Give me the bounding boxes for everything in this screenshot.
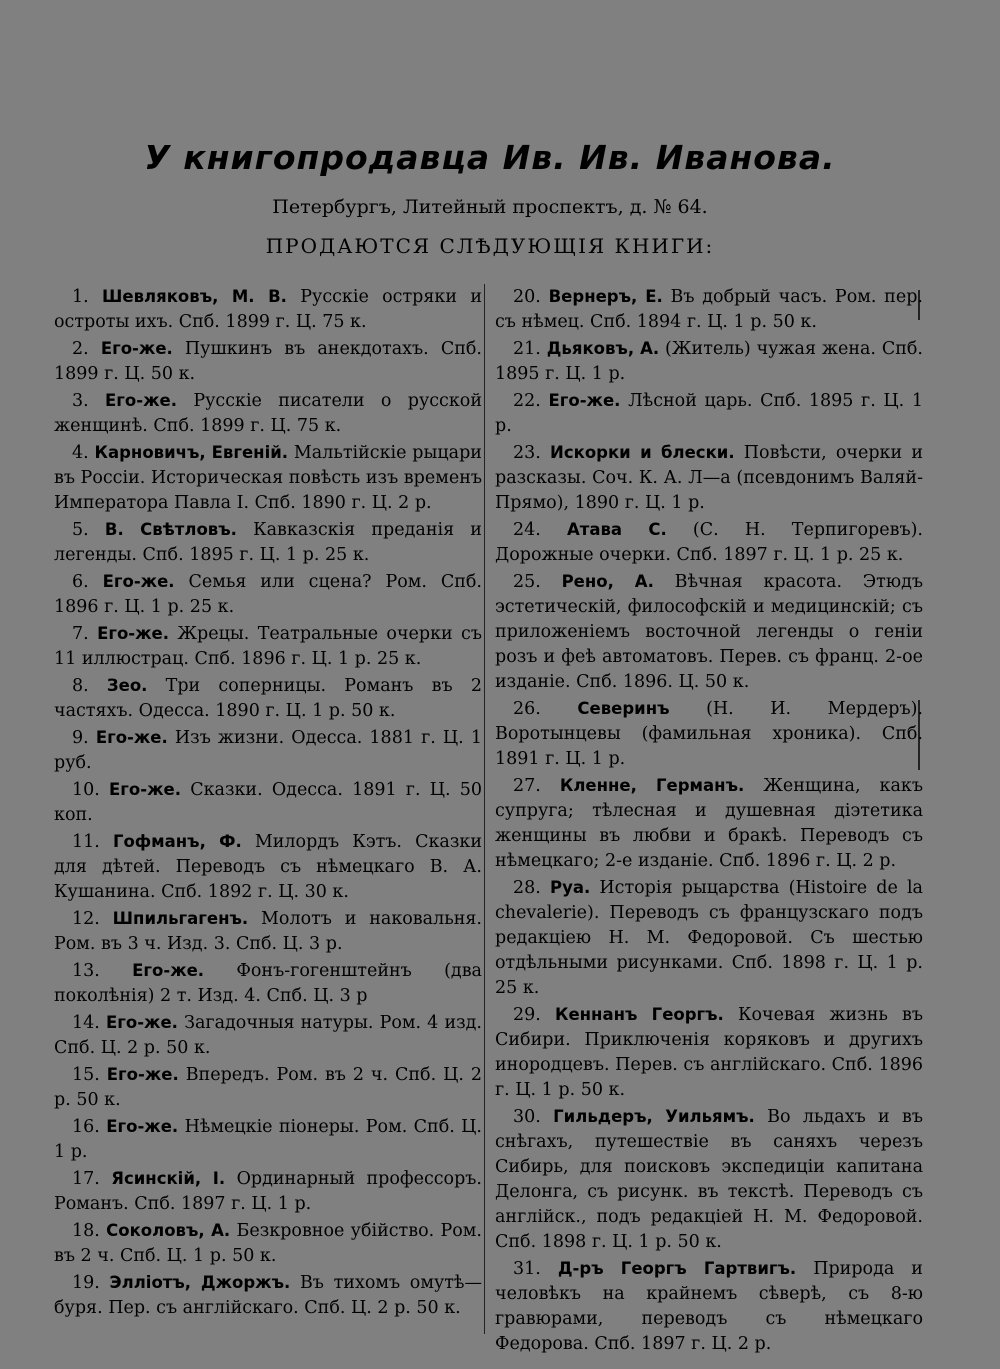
entry-number: 4. xyxy=(72,443,89,463)
entry-text: (Житель) чужая жена. Спб. 1895 г. Ц. 1 р. xyxy=(495,339,923,384)
entry-text: (С. Н. Терпигоревъ). Дорожные очерки. Спб. 1897 г. Ц. 1 р. 25 к. xyxy=(495,520,923,565)
list-item xyxy=(54,569,482,620)
entry-author: Атава С. xyxy=(567,520,667,539)
list-item xyxy=(495,440,923,516)
list-item xyxy=(495,388,923,439)
entry-number: 24. xyxy=(513,520,541,540)
entry-author: Д-ръ Георгъ Гартвигъ. xyxy=(557,1259,797,1278)
entry-number: 18. xyxy=(72,1221,100,1241)
entry-number: 9. xyxy=(72,728,89,748)
entry-number: 20. xyxy=(513,287,541,307)
entry-number: 7. xyxy=(72,624,89,644)
list-item xyxy=(54,1062,482,1113)
list-item xyxy=(54,725,482,776)
entry-text: Повѣсти, очерки и разсказы. Соч. К. А. Л—а (псевдонимъ Валяй-Прямо), 1890 г. Ц. 1 р. xyxy=(495,443,923,513)
entry-text: Мальтійскіе рыцари въ Россіи. Историческая повѣсть изъ временъ Императора Павла I. Спб. 1890 г. Ц. 2 р. xyxy=(54,443,482,513)
entry-text: Семья или сцена? Ром. Спб. 1896 г. Ц. 1 р. 25 к. xyxy=(54,572,482,617)
entry-text: Русскіе писатели о русской женщинѣ. Спб. 1899 г. Ц. 75 к. xyxy=(54,391,482,436)
entry-text: Милордъ Кэтъ. Сказки для дѣтей. Переводъ съ нѣмецкаго В. А. Кушанина. Спб. 1892 г. Ц. 30 к. xyxy=(54,832,482,902)
entry-number: 2. xyxy=(72,339,89,359)
entry-author: Его-же. xyxy=(106,1065,179,1084)
entry-number: 16. xyxy=(72,1117,100,1137)
entry-number: 15. xyxy=(72,1065,100,1085)
list-item xyxy=(495,1002,923,1103)
entry-author: Гильдеръ, Уильямъ. xyxy=(553,1107,755,1126)
list-item xyxy=(54,829,482,905)
list-item xyxy=(54,440,482,516)
list-item xyxy=(54,1166,482,1217)
entry-text: Въ тихомъ омутѣ—буря. Пер. съ англійскаго. Спб. Ц. 2 р. 50 к. xyxy=(54,1273,482,1318)
entry-author: Его-же. xyxy=(106,1117,179,1136)
list-item xyxy=(495,569,923,695)
entry-text: Женщина, какъ супруга; тѣлесная и душевная діэтетика женщины въ любви и бракѣ. Переводъ съ нѣмецкаго; 2-е изданіе. Спб. 1896 г. Ц. 2 р. xyxy=(495,776,923,871)
list-item xyxy=(54,621,482,672)
list-item xyxy=(54,388,482,439)
list-item xyxy=(54,1010,482,1061)
entry-text: Во льдахъ и въ снѣгахъ, путешествіе въ саняхъ черезъ Сибирь, для поисковъ экспедиціи капитана Делонга, съ рисунк. въ текстѣ. Переводъ съ англійск., подъ редакціей Н. М. Федоровой. Спб. 1898 г. Ц. 1 р. 50 к. xyxy=(495,1107,923,1252)
entry-number: 14. xyxy=(72,1013,100,1033)
entry-author: Его-же. xyxy=(95,728,168,747)
entry-number: 17. xyxy=(72,1169,100,1189)
list-item xyxy=(54,777,482,828)
entry-author: Ясинскій, І. xyxy=(111,1169,226,1188)
entry-number: 22. xyxy=(513,391,541,411)
entry-author: Его-же. xyxy=(97,624,170,643)
entry-number: 30. xyxy=(513,1107,541,1127)
entry-text: Природа и человѣкъ на крайнемъ сѣверѣ, съ 8-ю гравюрами, переводъ съ нѣмецкаго Федорова. Спб. 1897 г. Ц. 2 р. xyxy=(495,1259,923,1354)
entry-number: 23. xyxy=(513,443,541,463)
entry-text: Лѣсной царь. Спб. 1895 г. Ц. 1 р. xyxy=(495,391,923,436)
entry-author: Его-же. xyxy=(102,572,175,591)
entry-number: 6. xyxy=(72,572,89,592)
entry-number: 19. xyxy=(72,1273,100,1293)
entry-author: Кеннанъ Георгъ. xyxy=(554,1005,724,1024)
section-heading: ПРОДАЮТСЯ СЛѢДУЮЩІЯ КНИГИ: xyxy=(265,234,715,258)
list-item xyxy=(495,517,923,568)
entry-author: Его-же. xyxy=(100,339,173,358)
entry-author: Дьяковъ, А. xyxy=(546,339,660,358)
entry-text: Фонъ-гогенштейнъ (два поколѣнія) 2 т. Изд. 4. Спб. Ц. 3 р xyxy=(54,961,482,1006)
entry-author: Рено, А. xyxy=(561,572,654,591)
entry-number: 25. xyxy=(513,572,541,592)
entry-text: Жрецы. Театральные очерки съ 11 иллюстрац. Спб. 1896 г. Ц. 1 р. 25 к. xyxy=(54,624,482,669)
entry-text: Сказки. Одесса. 1891 г. Ц. 50 коп. xyxy=(54,780,482,825)
entry-author: Руа. xyxy=(549,878,591,897)
entry-author: Вернеръ, Е. xyxy=(548,287,663,306)
page-title: У книгопродавца Ив. Ив. Иванова. xyxy=(144,138,836,177)
entry-text: Русскіе остряки и остроты ихъ. Спб. 1899 г. Ц. 75 к. xyxy=(54,287,482,332)
column-divider xyxy=(484,284,485,1334)
entry-number: 3. xyxy=(72,391,89,411)
list-item xyxy=(54,906,482,957)
entry-text: Безкровное убійство. Ром. въ 2 ч. Спб. Ц. 1 р. 50 к. xyxy=(54,1221,482,1266)
entry-text: Вѣчная красота. Этюдъ эстетическій, философскій и медицинскій; съ приложеніемъ восточной легенды о геніи розъ и феѣ автоматовъ. Перев. съ франц. 2-ое изданіе. Спб. 1896. Ц. 50 к. xyxy=(495,572,923,692)
entry-author: Его-же. xyxy=(132,961,205,980)
entry-text: Ординарный профессоръ. Романъ. Спб. 1897 г. Ц. 1 р. xyxy=(54,1169,482,1214)
entry-author: Карновичъ, Евгеній. xyxy=(94,443,289,462)
entry-number: 29. xyxy=(513,1005,541,1025)
entry-author: Его-же. xyxy=(105,1013,178,1032)
list-item xyxy=(54,958,482,1009)
right-column xyxy=(495,284,923,1358)
entry-author: Его-же. xyxy=(105,391,177,410)
list-item xyxy=(54,517,482,568)
list-item xyxy=(54,1270,482,1321)
entry-text: Загадочныя натуры. Ром. 4 изд. Спб. Ц. 2 р. 50 к. xyxy=(54,1013,482,1058)
entry-number: 13. xyxy=(72,961,100,981)
left-column xyxy=(54,284,482,1322)
entry-number: 28. xyxy=(513,878,541,898)
list-item xyxy=(54,1114,482,1165)
entry-author: Зео. xyxy=(106,676,148,695)
entry-author: Соколовъ, А. xyxy=(106,1221,231,1240)
entry-text: Кочевая жизнь въ Сибири. Приключенія коряковъ и другихъ инородцевъ. Перев. съ англійскаго. Спб. 1896 г. Ц. 1 р. 50 к. xyxy=(495,1005,923,1100)
entry-number: 8. xyxy=(72,676,89,696)
entry-author: Гофманъ, Ф. xyxy=(112,832,242,851)
entry-author: Его-же. xyxy=(548,391,621,410)
entry-text: Впередъ. Ром. въ 2 ч. Спб. Ц. 2 р. 50 к. xyxy=(54,1065,482,1110)
list-item xyxy=(495,696,923,772)
entry-number: 21. xyxy=(513,339,541,359)
list-item xyxy=(54,284,482,335)
entry-number: 11. xyxy=(72,832,100,852)
list-item xyxy=(495,1256,923,1357)
entry-number: 26. xyxy=(513,699,541,719)
entry-author: Шпильгагенъ. xyxy=(112,909,249,928)
entry-number: 1. xyxy=(72,287,89,307)
list-item xyxy=(54,1218,482,1269)
list-item xyxy=(495,1104,923,1255)
entry-text: Три соперницы. Романъ въ 2 частяхъ. Одесса. 1890 г. Ц. 1 р. 50 к. xyxy=(54,676,482,721)
entry-author: Шевляковъ, М. В. xyxy=(102,287,287,306)
entry-number: 5. xyxy=(72,520,89,540)
entry-author: Кленне, Германъ. xyxy=(559,776,745,795)
entry-text: Въ добрый часъ. Ром. пер. съ нѣмец. Спб. 1894 г. Ц. 1 р. 50 к. xyxy=(495,287,923,332)
list-item xyxy=(495,875,923,1001)
entry-number: 12. xyxy=(72,909,100,929)
entry-text: Исторія рыцарства (Histoire de la chevalerie). Переводъ съ французскаго подъ редакціею Н. М. Федоровой. Съ шестью отдѣльными рисунками. Спб. 1898 г. Ц. 1 р. 25 к. xyxy=(495,878,923,998)
entry-number: 31. xyxy=(513,1259,541,1279)
entry-text: Пушкинъ въ анекдотахъ. Спб. 1899 г. Ц. 50 к. xyxy=(54,339,482,384)
bookseller-address: Петербургъ, Литейный проспектъ, д. № 64. xyxy=(272,196,708,218)
entry-author: Эллiотъ, Джоржъ. xyxy=(109,1273,291,1292)
list-item xyxy=(54,673,482,724)
entry-text: Нѣмецкіе піонеры. Ром. Спб. Ц. 1 р. xyxy=(54,1117,482,1162)
entry-author: Искорки и блески. xyxy=(550,443,735,462)
entry-number: 10. xyxy=(72,780,100,800)
entry-text: (Н. И. Мердеръ). Воротынцевы (фамильная хроника). Спб. 1891 г. Ц. 1 р. xyxy=(495,699,923,769)
entry-author: Северинъ xyxy=(577,699,670,718)
list-item xyxy=(495,284,923,335)
list-item xyxy=(54,336,482,387)
entry-text: Кавказскія преданія и легенды. Спб. 1895 г. Ц. 1 р. 25 к. xyxy=(54,520,482,565)
entry-number: 27. xyxy=(513,776,541,796)
list-item xyxy=(495,336,923,387)
entry-author: Его-же. xyxy=(109,780,181,799)
entry-text: Молотъ и наковальня. Ром. въ 3 ч. Изд. 3. Спб. Ц. 3 р. xyxy=(54,909,482,954)
list-item xyxy=(495,773,923,874)
entry-author: В. Свѣтловъ. xyxy=(104,520,237,539)
entry-text: Изъ жизни. Одесса. 1881 г. Ц. 1 руб. xyxy=(54,728,482,773)
